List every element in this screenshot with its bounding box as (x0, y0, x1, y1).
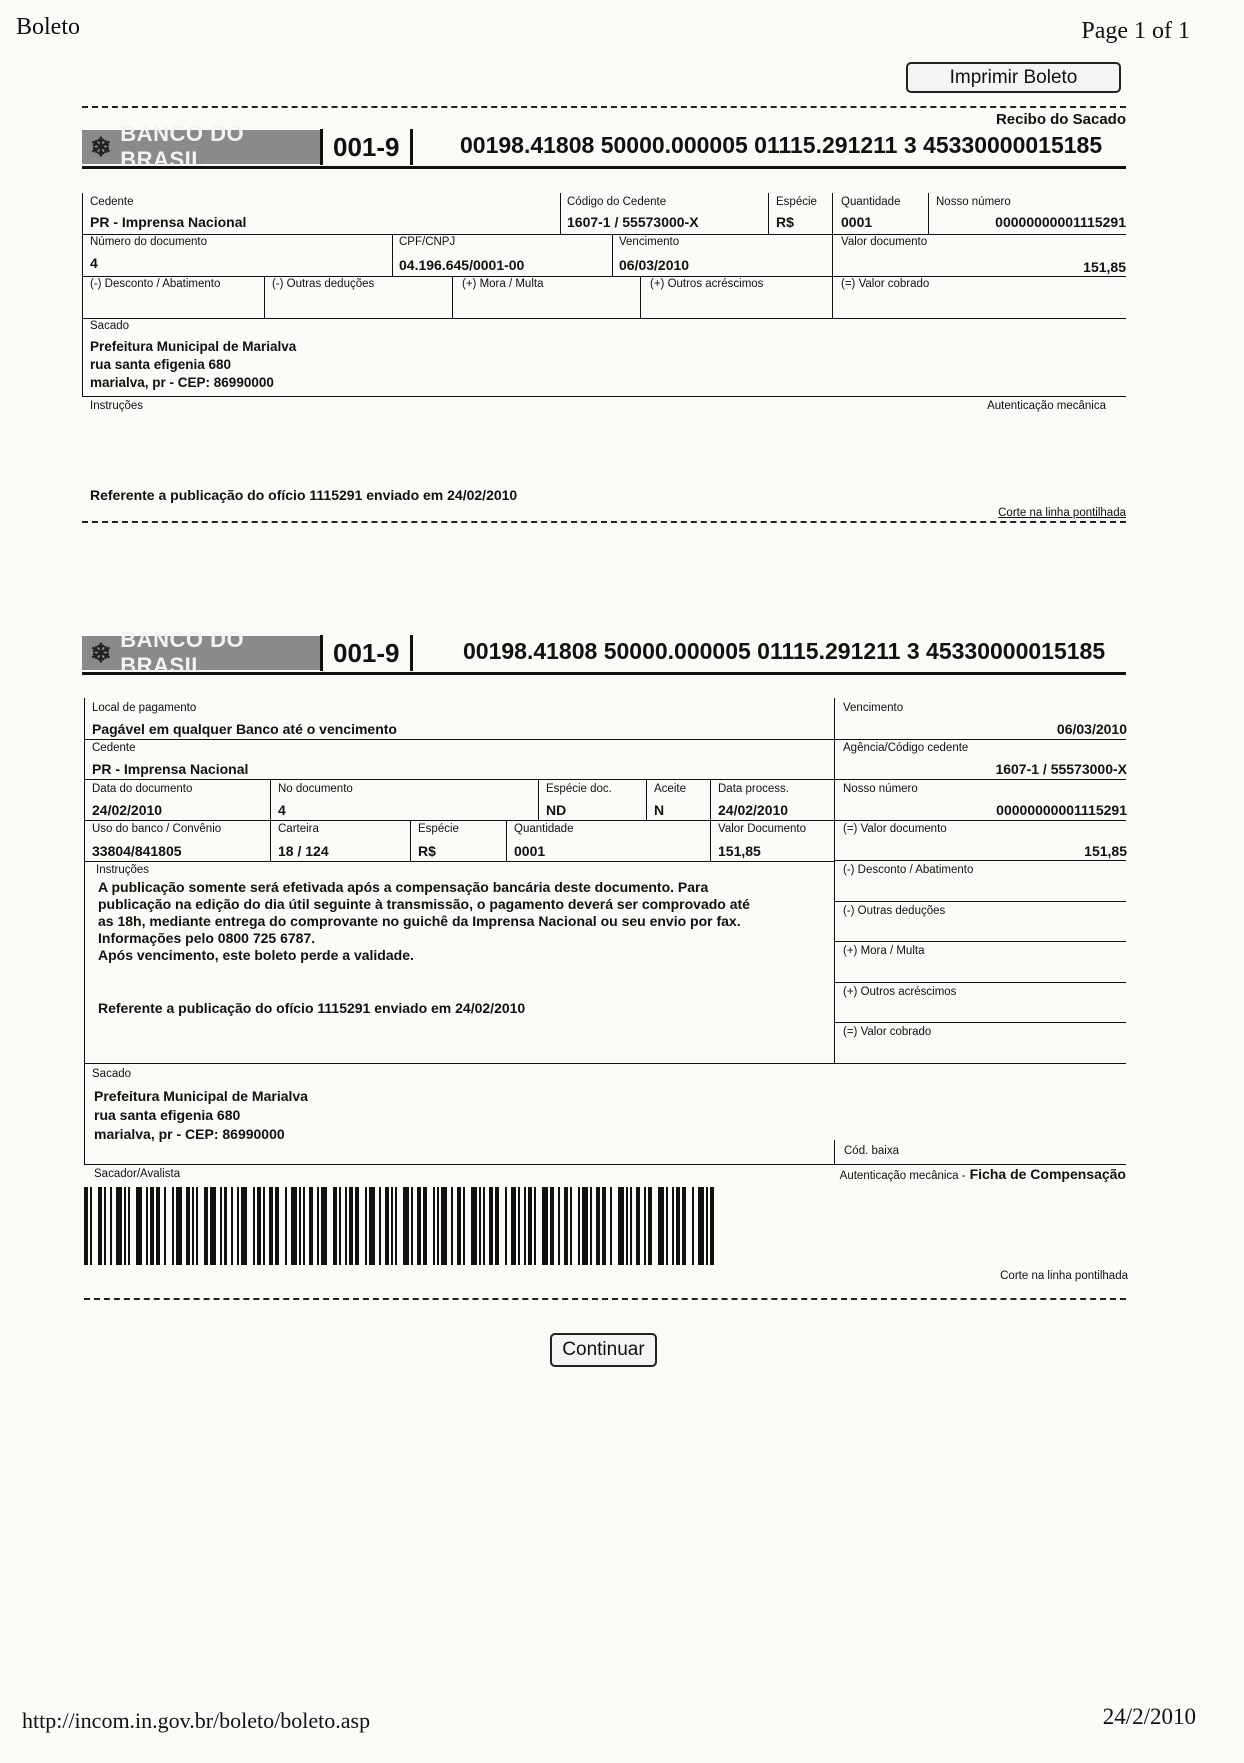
nosso-numero-label: Nosso número (936, 196, 1011, 208)
divider (538, 779, 539, 821)
agencia-label: Agência/Código cedente (843, 742, 969, 754)
barcode-bar (518, 1187, 520, 1265)
divider (410, 820, 411, 861)
barcode-bar (186, 1187, 190, 1265)
barcode-bar (136, 1187, 142, 1265)
quantidade-label: Quantidade (514, 823, 574, 835)
barcode-bar (636, 1187, 640, 1265)
instrucoes-line-2: publicação na edição do dia útil seguinte à transmissão, o pagamento deverá ser comprovado até (98, 896, 750, 912)
instrucoes-label: Instruções (90, 400, 144, 412)
barcode-bar (196, 1187, 198, 1265)
barcode-bar (676, 1187, 680, 1265)
row-rule (84, 779, 1126, 780)
barcode-bar (564, 1187, 568, 1265)
barcode-bar (570, 1187, 572, 1265)
barcode-bar (692, 1187, 694, 1265)
barcode-bar (706, 1187, 708, 1265)
barcode (84, 1187, 718, 1265)
vencimento-value: 06/03/2010 (619, 257, 690, 273)
border-left (82, 193, 83, 397)
cut-line (82, 521, 1126, 523)
aceite-label: Aceite (654, 783, 686, 795)
cedente-label: Cedente (92, 742, 136, 754)
barcode-bar (451, 1187, 453, 1265)
barcode-bar (403, 1187, 409, 1265)
border-right-column (834, 698, 835, 1064)
barcode-bar (210, 1187, 216, 1265)
barcode-bar (285, 1187, 287, 1265)
agencia-value: 1607-1 / 55573000-X (995, 761, 1127, 777)
row-rule (834, 860, 1126, 861)
carteira-value: 18 / 124 (278, 843, 329, 859)
divider (646, 779, 647, 821)
divider (560, 193, 561, 235)
mora-label: (+) Mora / Multa (843, 945, 925, 957)
carteira-label: Carteira (278, 823, 319, 835)
barcode-bar (164, 1187, 166, 1265)
cedente-value: PR - Imprensa Nacional (92, 761, 249, 777)
bank-logo (82, 627, 322, 678)
cedente-label: Cedente (90, 196, 134, 208)
especie-label: Espécie (418, 823, 459, 835)
barcode-bar (578, 1187, 580, 1265)
barcode-bar (291, 1187, 297, 1265)
valor-documento-value: 151,85 (1084, 843, 1127, 859)
numero-documento-value: 4 (90, 255, 98, 271)
bank-logo (82, 121, 322, 172)
print-header-page: Page 1 of 1 (1081, 18, 1190, 44)
barcode-bar (596, 1187, 600, 1265)
cut-line (84, 1298, 1126, 1300)
barcode-bar (630, 1187, 632, 1265)
barcode-bar (550, 1187, 554, 1265)
barcode-bar (483, 1187, 485, 1265)
barcode-bar (369, 1187, 375, 1265)
uso-banco-label: Uso do banco / Convênio (92, 823, 222, 835)
barcode-bar (150, 1187, 154, 1265)
barcode-bar (505, 1187, 507, 1265)
divider (640, 276, 641, 318)
barcode-bar (224, 1187, 228, 1265)
especie-doc-label: Espécie doc. (546, 783, 612, 795)
valor-doc-label: Valor Documento (718, 823, 806, 835)
sacado-endereco: rua santa efigenia 680 (90, 357, 232, 372)
barcode-bar (90, 1187, 92, 1265)
valor-cobrado-label: (=) Valor cobrado (843, 1026, 932, 1038)
header-rule (82, 672, 1126, 675)
row-rule (82, 396, 1126, 397)
barcode-bar (333, 1187, 337, 1265)
barcode-bar (269, 1187, 273, 1265)
aceite-value: N (654, 802, 665, 818)
mora-label: (+) Mora / Multa (462, 278, 544, 290)
barcode-bar (379, 1187, 381, 1265)
bank-logo-text: BANCO DO BRASIL (120, 627, 245, 678)
barcode-bar (463, 1187, 465, 1265)
sacado-cidade: marialva, pr - CEP: 86990000 (90, 375, 274, 390)
row-rule (834, 901, 1126, 902)
barcode-bar (626, 1187, 628, 1265)
print-header-title: Boleto (16, 14, 80, 40)
data-process-value: 24/02/2010 (718, 802, 789, 818)
numero-documento-label: Número do documento (90, 236, 207, 248)
valor-documento-value: 151,85 (1083, 259, 1126, 275)
especie-value: R$ (776, 214, 794, 230)
barcode-bar (263, 1187, 265, 1265)
bank-logo-text: BANCO DO BRASIL (120, 121, 245, 172)
barcode-bar (433, 1187, 435, 1265)
local-pagamento-label: Local de pagamento (92, 702, 197, 714)
data-documento-value: 24/02/2010 (92, 802, 163, 818)
print-boleto-button[interactable]: Imprimir Boleto (906, 62, 1121, 93)
especie-value: R$ (418, 843, 436, 859)
barcode-bar (618, 1187, 624, 1265)
border-left (84, 698, 85, 1064)
local-pagamento-value: Pagável em qualquer Banco até o vencimento (92, 721, 397, 737)
sacado-nome: Prefeitura Municipal de Marialva (94, 1088, 308, 1104)
instrucoes-line-1: A publicação somente será efetivada após a compensação bancária deste documento. Para (98, 879, 709, 895)
barcode-bar (172, 1187, 174, 1265)
barcode-bar (241, 1187, 247, 1265)
barcode-bar (104, 1187, 106, 1265)
sacador-label: Sacador/Avalista (94, 1168, 181, 1180)
barcode-bar (317, 1187, 319, 1265)
barcode-bar (339, 1187, 341, 1265)
valor-documento-label: Valor documento (841, 236, 928, 248)
barcode-bar (610, 1187, 612, 1265)
divider (834, 1140, 835, 1164)
linha-digitavel: 00198.41808 50000.000005 01115.291211 3 45330000015185 (463, 638, 1106, 664)
barcode-bar (204, 1187, 208, 1265)
divider (612, 234, 613, 276)
barcode-bar (672, 1187, 674, 1265)
barcode-bar (391, 1187, 393, 1265)
referente-text: Referente a publicação do ofício 1115291 enviado em 24/02/2010 (98, 1000, 526, 1016)
barcode-bar (192, 1187, 194, 1265)
linha-digitavel: 00198.41808 50000.000005 01115.291211 3 45330000015185 (460, 132, 1103, 158)
divider (928, 193, 929, 235)
barcode-bar (345, 1187, 347, 1265)
outras-deducoes-label: (-) Outras deduções (843, 905, 946, 917)
barcode-bar (710, 1187, 714, 1265)
header-rule (82, 166, 1126, 169)
barcode-bar (110, 1187, 112, 1265)
barcode-bar (146, 1187, 148, 1265)
cpf-cnpj-label: CPF/CNPJ (399, 236, 456, 248)
barcode-bar (479, 1187, 481, 1265)
divider (832, 193, 833, 319)
barcode-bar (253, 1187, 255, 1265)
row-rule (84, 1164, 1126, 1165)
desconto-label: (-) Desconto / Abatimento (843, 864, 974, 876)
print-footer-date: 24/2/2010 (1102, 1704, 1196, 1729)
especie-doc-value: ND (546, 802, 567, 818)
barcode-bar (355, 1187, 359, 1265)
instrucoes-label: Instruções (96, 864, 150, 876)
divider (264, 276, 265, 318)
divider (392, 234, 393, 276)
barcode-bar (534, 1187, 536, 1265)
barcode-bar (116, 1187, 122, 1265)
barcode-bar (309, 1187, 313, 1265)
row-rule (84, 739, 1126, 740)
barcode-bar (471, 1187, 477, 1265)
divider (506, 820, 507, 861)
nosso-numero-value: 00000000001115291 (996, 802, 1127, 818)
codigo-cedente-value: 1607-1 / 55573000-X (567, 214, 699, 230)
barcode-bar (417, 1187, 421, 1265)
valor-documento-label: (=) Valor documento (843, 823, 947, 835)
no-documento-label: No documento (278, 783, 353, 795)
row-rule (834, 982, 1126, 983)
especie-label: Espécie (776, 196, 817, 208)
vencimento-value: 06/03/2010 (1056, 721, 1127, 737)
row-rule (82, 234, 1126, 235)
barcode-bar (176, 1187, 182, 1265)
outros-acrescimos-label: (+) Outros acréscimos (650, 278, 764, 290)
quantidade-label: Quantidade (841, 196, 901, 208)
barcode-bar (257, 1187, 261, 1265)
barcode-bar (349, 1187, 353, 1265)
barcode-bar (698, 1187, 704, 1265)
continue-button[interactable]: Continuar (550, 1333, 657, 1367)
barcode-bar (128, 1187, 130, 1265)
sacado-cidade: marialva, pr - CEP: 86990000 (94, 1126, 285, 1142)
barcode-bar (457, 1187, 461, 1265)
barcode-bar (237, 1187, 239, 1265)
barcode-bar (437, 1187, 439, 1265)
barcode-bar (590, 1187, 592, 1265)
barcode-bar (395, 1187, 397, 1265)
uso-banco-value: 33804/841805 (92, 843, 182, 859)
border-left (84, 1063, 85, 1165)
sacado-endereco: rua santa efigenia 680 (94, 1107, 241, 1123)
row-rule (82, 276, 1126, 277)
cpf-cnpj-value: 04.196.645/0001-00 (399, 257, 525, 273)
row-rule (84, 820, 1126, 821)
barcode-bar (231, 1187, 233, 1265)
barcode-bar (411, 1187, 413, 1265)
barcode-bar (84, 1187, 88, 1265)
recibo-heading: Recibo do Sacado (995, 111, 1126, 128)
barcode-bar (489, 1187, 493, 1265)
barcode-bar (524, 1187, 526, 1265)
quantidade-value: 0001 (841, 214, 873, 230)
barcode-bar (220, 1187, 222, 1265)
sacado-label: Sacado (90, 320, 130, 332)
corte-label: Corte na linha pontilhada (998, 507, 1126, 519)
desconto-label: (-) Desconto / Abatimento (90, 278, 221, 290)
bank-logo-icon: ❄ (90, 131, 113, 162)
cut-line (82, 106, 1126, 108)
barcode-bar (365, 1187, 367, 1265)
row-rule (82, 318, 1126, 319)
no-documento-value: 4 (278, 802, 286, 818)
print-footer-url: http://incom.in.gov.br/boleto/boleto.asp (22, 1708, 371, 1733)
barcode-bar (303, 1187, 305, 1265)
instrucoes-line-5: Após vencimento, este boleto perde a validade. (98, 947, 414, 963)
barcode-bar (441, 1187, 447, 1265)
corte-label: Corte na linha pontilhada (1000, 1270, 1128, 1282)
referente-text: Referente a publicação do ofício 1115291 enviado em 24/02/2010 (90, 487, 518, 503)
barcode-bar (558, 1187, 560, 1265)
quantidade-value: 0001 (514, 843, 546, 859)
barcode-bar (542, 1187, 548, 1265)
barcode-bar (648, 1187, 652, 1265)
nosso-numero-label: Nosso número (843, 783, 918, 795)
cedente-value: PR - Imprensa Nacional (90, 214, 247, 230)
row-rule (834, 1022, 1126, 1023)
barcode-bar (423, 1187, 427, 1265)
barcode-bar (511, 1187, 517, 1265)
divider (768, 193, 769, 235)
divider (452, 276, 453, 318)
row-rule (84, 1063, 1126, 1064)
barcode-bar (602, 1187, 606, 1265)
nosso-numero-value: 00000000001115291 (995, 214, 1126, 230)
data-process-label: Data process. (718, 783, 789, 795)
barcode-bar (495, 1187, 499, 1265)
vencimento-label: Vencimento (843, 702, 904, 714)
autenticacao-label: Autenticação mecânica (987, 400, 1106, 412)
barcode-bar (658, 1187, 664, 1265)
ficha-compensacao-label: Ficha de Compensação (969, 1166, 1126, 1182)
barcode-bar (124, 1187, 126, 1265)
outros-acrescimos-label: (+) Outros acréscimos (843, 986, 957, 998)
instrucoes-line-3: as 18h, mediante entrega do comprovante no guichê da Imprensa Nacional ou seu envio por fax. (98, 913, 741, 929)
data-documento-label: Data do documento (92, 783, 193, 795)
barcode-bar (682, 1187, 686, 1265)
bank-code: 001-9 (320, 635, 413, 671)
barcode-bar (582, 1187, 588, 1265)
cod-baixa-label: Cód. baixa (844, 1145, 899, 1157)
barcode-bar (275, 1187, 279, 1265)
row-rule (84, 861, 834, 862)
barcode-bar (644, 1187, 646, 1265)
instrucoes-line-4: Informações pelo 0800 725 6787. (98, 930, 316, 946)
vencimento-label: Vencimento (619, 236, 680, 248)
barcode-bar (98, 1187, 102, 1265)
bank-code: 001-9 (320, 129, 413, 165)
outras-deducoes-label: (-) Outras deduções (272, 278, 375, 290)
barcode-bar (321, 1187, 327, 1265)
valor-doc-value: 151,85 (718, 843, 761, 859)
codigo-cedente-label: Código do Cedente (567, 196, 667, 208)
sacado-label: Sacado (92, 1068, 132, 1080)
sacado-nome: Prefeitura Municipal de Marialva (90, 339, 297, 354)
autenticacao-label: Autenticação mecânica - (839, 1170, 966, 1182)
barcode-bar (528, 1187, 532, 1265)
barcode-bar (666, 1187, 668, 1265)
bank-logo-icon: ❄ (90, 637, 113, 668)
barcode-bar (156, 1187, 160, 1265)
autenticacao-ficha (840, 1166, 1126, 1182)
barcode-bar (299, 1187, 301, 1265)
valor-cobrado-label: (=) Valor cobrado (841, 278, 930, 290)
barcode-bar (385, 1187, 389, 1265)
row-rule (834, 941, 1126, 942)
